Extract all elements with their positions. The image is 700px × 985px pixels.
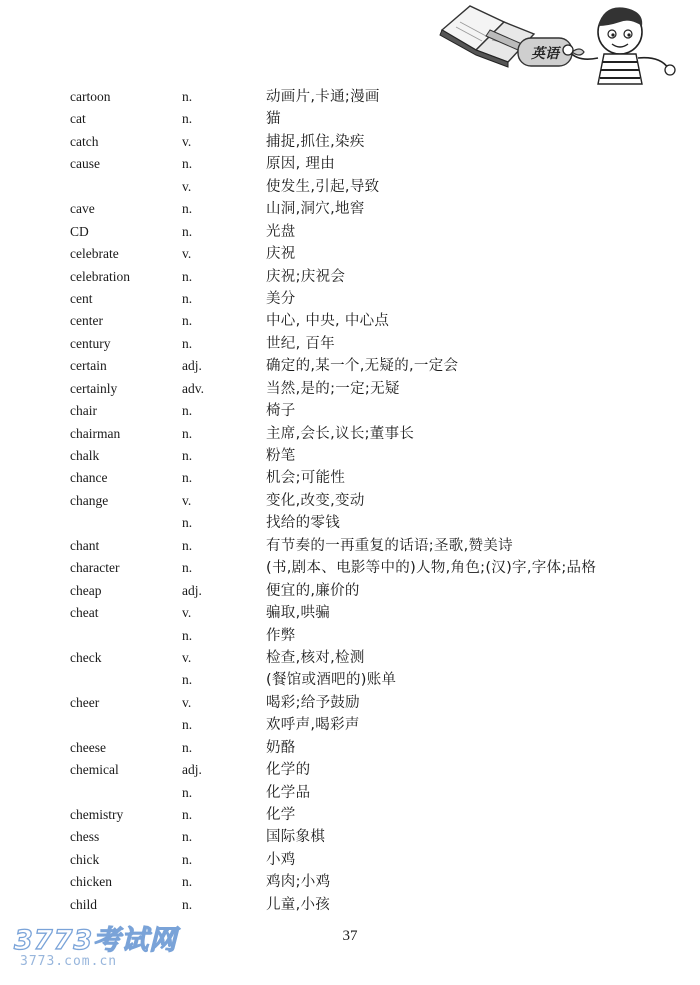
entry-word: cheer bbox=[70, 694, 100, 710]
part-of-speech: n. bbox=[182, 201, 193, 217]
entry-word: check bbox=[70, 649, 102, 665]
part-of-speech: n. bbox=[182, 268, 193, 284]
entry-word: cartoon bbox=[70, 89, 111, 104]
entry-word: cent bbox=[70, 290, 93, 306]
entry-word: chairman bbox=[70, 425, 121, 441]
part-of-speech: n. bbox=[182, 851, 193, 867]
vocab-entry bbox=[70, 647, 680, 669]
entry-word: chess bbox=[70, 829, 100, 845]
entry-word: chance bbox=[70, 470, 108, 486]
vocab-entry bbox=[70, 467, 680, 489]
watermark-url: 3773.com.cn bbox=[20, 954, 118, 969]
entry-word: century bbox=[70, 335, 111, 351]
entry-meaning: 作弊 bbox=[266, 627, 296, 644]
part-of-speech: n. bbox=[182, 896, 193, 912]
part-of-speech: n. bbox=[182, 537, 193, 553]
entry-word: chick bbox=[70, 851, 100, 867]
entry-meaning: 中心, 中央, 中心点 bbox=[266, 313, 390, 330]
vocab-entry bbox=[70, 243, 680, 265]
vocab-entry bbox=[70, 131, 680, 153]
entry-word: change bbox=[70, 492, 109, 508]
entry-meaning: (餐馆或酒吧的)账单 bbox=[266, 672, 397, 689]
vocab-entry bbox=[70, 557, 680, 579]
entry-meaning: 骗取,哄骗 bbox=[266, 605, 331, 622]
part-of-speech: n. bbox=[182, 672, 193, 688]
entry-word: cat bbox=[70, 111, 86, 127]
part-of-speech: n. bbox=[182, 425, 193, 441]
vocab-entry bbox=[70, 490, 680, 512]
part-of-speech: adv. bbox=[182, 380, 204, 396]
vocab-entry bbox=[70, 737, 680, 759]
watermark-logo-text: 3773考试网 bbox=[14, 925, 178, 956]
vocab-entry bbox=[70, 266, 680, 288]
vocab-entry bbox=[70, 894, 680, 916]
part-of-speech: n. bbox=[182, 627, 193, 643]
entry-word: child bbox=[70, 896, 97, 912]
entry-word: cheese bbox=[70, 739, 106, 755]
entry-meaning: 庆祝 bbox=[266, 246, 296, 263]
vocab-entry bbox=[70, 86, 680, 108]
entry-meaning: 化学品 bbox=[266, 784, 311, 801]
vocab-entry bbox=[70, 871, 680, 893]
entry-word: character bbox=[70, 560, 120, 576]
entry-meaning: 有节奏的一再重复的话语;圣歌,赞美诗 bbox=[266, 537, 513, 554]
entry-meaning: 奶酪 bbox=[266, 739, 296, 756]
entry-meaning: 小鸡 bbox=[266, 851, 296, 868]
vocab-entry bbox=[70, 625, 680, 647]
part-of-speech: n. bbox=[182, 290, 193, 306]
part-of-speech: adj. bbox=[182, 762, 202, 778]
vocab-entry bbox=[70, 849, 680, 871]
vocab-entry bbox=[70, 355, 680, 377]
vocab-entry bbox=[70, 804, 680, 826]
site-watermark bbox=[14, 918, 184, 978]
vocab-entry bbox=[70, 512, 680, 534]
entry-word: certainly bbox=[70, 380, 118, 396]
part-of-speech: v. bbox=[182, 492, 192, 508]
part-of-speech: n. bbox=[182, 335, 193, 351]
entry-meaning: 使发生,引起,导致 bbox=[266, 178, 380, 195]
part-of-speech: n. bbox=[182, 156, 193, 172]
entry-word: chicken bbox=[70, 874, 112, 890]
entry-meaning: 光盘 bbox=[266, 223, 296, 240]
vocab-entry bbox=[70, 535, 680, 557]
vocab-entry bbox=[70, 400, 680, 422]
vocab-entry bbox=[70, 176, 680, 198]
part-of-speech: v. bbox=[182, 246, 192, 262]
vocab-entry bbox=[70, 310, 680, 332]
page-number: 37 bbox=[342, 928, 358, 944]
vocabulary-list bbox=[70, 86, 680, 916]
vocab-entry bbox=[70, 602, 680, 624]
part-of-speech: v. bbox=[182, 605, 192, 621]
entry-meaning: 动画片,卡通;漫画 bbox=[266, 89, 380, 105]
part-of-speech: n. bbox=[182, 560, 193, 576]
part-of-speech: n. bbox=[182, 784, 193, 800]
entry-meaning: 粉笔 bbox=[266, 448, 296, 464]
entry-word: cheap bbox=[70, 582, 102, 598]
part-of-speech: n. bbox=[182, 807, 193, 822]
vocab-entry bbox=[70, 782, 680, 804]
entry-meaning: 欢呼声,喝彩声 bbox=[266, 717, 360, 734]
entry-meaning: 便宜的,廉价的 bbox=[266, 582, 360, 599]
part-of-speech: n. bbox=[182, 829, 193, 845]
entry-meaning: 世纪, 百年 bbox=[266, 335, 336, 352]
entry-meaning: 找给的零钱 bbox=[266, 515, 340, 532]
subject-label: 英语 bbox=[531, 46, 559, 62]
part-of-speech: n. bbox=[182, 448, 193, 463]
entry-meaning: 儿童,小孩 bbox=[266, 896, 331, 913]
entry-meaning: 变化,改变,变动 bbox=[266, 492, 365, 509]
entry-meaning: 国际象棋 bbox=[266, 829, 326, 846]
entry-word: celebration bbox=[70, 268, 130, 284]
part-of-speech: v. bbox=[182, 133, 192, 149]
entry-meaning: 化学的 bbox=[266, 762, 311, 779]
entry-meaning: 当然,是的;一定;无疑 bbox=[266, 380, 400, 397]
vocab-entry bbox=[70, 759, 680, 781]
entry-meaning: 猫 bbox=[266, 111, 281, 128]
entry-word: chant bbox=[70, 537, 100, 553]
entry-meaning: 喝彩;给予鼓励 bbox=[266, 694, 360, 711]
entry-meaning: 原因, 理由 bbox=[266, 156, 336, 173]
vocab-entry bbox=[70, 378, 680, 400]
entry-meaning: 山洞,洞穴,地窖 bbox=[266, 201, 365, 218]
entry-word: cause bbox=[70, 156, 100, 172]
entry-word: catch bbox=[70, 133, 99, 149]
vocab-entry bbox=[70, 288, 680, 310]
entry-meaning: 椅子 bbox=[266, 403, 296, 420]
vocab-entry bbox=[70, 108, 680, 130]
vocab-entry bbox=[70, 669, 680, 691]
entry-meaning: (书,剧本、电影等中的)人物,角色;(汉)字,字体;品格 bbox=[266, 560, 597, 577]
vocab-entry bbox=[70, 714, 680, 736]
part-of-speech: adj. bbox=[182, 358, 202, 374]
entry-word: cave bbox=[70, 201, 95, 217]
vocab-entry bbox=[70, 445, 680, 467]
entry-word: CD bbox=[70, 223, 89, 239]
vocab-entry bbox=[70, 153, 680, 175]
vocab-entry bbox=[70, 333, 680, 355]
cartoon-kid-icon bbox=[563, 7, 675, 84]
header-illustration bbox=[430, 0, 700, 90]
part-of-speech: n. bbox=[182, 515, 193, 531]
entry-meaning: 机会;可能性 bbox=[266, 470, 346, 487]
entry-meaning: 检查,核对,检测 bbox=[266, 649, 365, 666]
part-of-speech: n. bbox=[182, 470, 193, 486]
part-of-speech: adj. bbox=[182, 582, 202, 598]
part-of-speech: n. bbox=[182, 111, 193, 127]
entry-word: chemical bbox=[70, 762, 119, 778]
entry-meaning: 庆祝;庆祝会 bbox=[266, 268, 346, 285]
entry-word: chalk bbox=[70, 448, 100, 463]
part-of-speech: v. bbox=[182, 694, 192, 710]
vocab-entry bbox=[70, 423, 680, 445]
entry-word: certain bbox=[70, 358, 107, 374]
entry-meaning: 鸡肉;小鸡 bbox=[266, 874, 331, 891]
part-of-speech: n. bbox=[182, 403, 193, 419]
entry-meaning: 确定的,某一个,无疑的,一定会 bbox=[266, 358, 459, 375]
entry-word: chair bbox=[70, 403, 97, 419]
vocab-entry bbox=[70, 826, 680, 848]
vocab-entry bbox=[70, 580, 680, 602]
vocab-entry bbox=[70, 198, 680, 220]
part-of-speech: n. bbox=[182, 739, 193, 755]
part-of-speech: n. bbox=[182, 223, 193, 239]
part-of-speech: n. bbox=[182, 89, 193, 104]
entry-meaning: 捕捉,抓住,染疾 bbox=[266, 133, 365, 150]
entry-meaning: 主席,会长,议长;董事长 bbox=[266, 425, 415, 442]
part-of-speech: n. bbox=[182, 717, 193, 733]
entry-word: celebrate bbox=[70, 246, 119, 262]
part-of-speech: v. bbox=[182, 649, 192, 665]
entry-word: cheat bbox=[70, 605, 99, 621]
entry-meaning: 化学 bbox=[266, 807, 296, 823]
entry-word: chemistry bbox=[70, 807, 124, 822]
vocab-entry bbox=[70, 221, 680, 243]
part-of-speech: v. bbox=[182, 178, 192, 194]
vocab-entry bbox=[70, 692, 680, 714]
entry-meaning: 美分 bbox=[266, 290, 296, 307]
entry-word: center bbox=[70, 313, 103, 329]
part-of-speech: n. bbox=[182, 313, 193, 329]
part-of-speech: n. bbox=[182, 874, 193, 890]
